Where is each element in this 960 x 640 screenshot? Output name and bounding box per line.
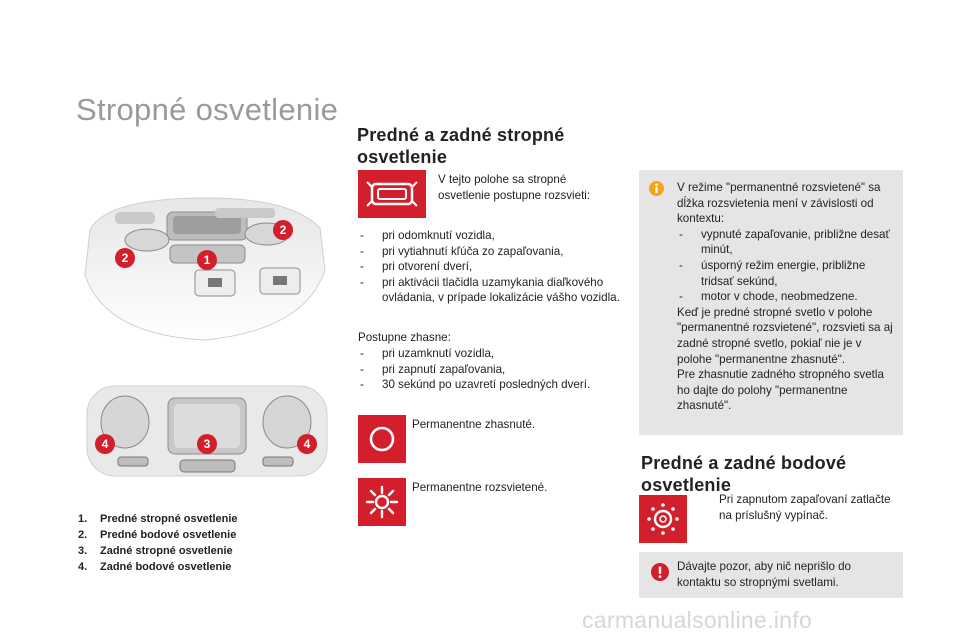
list-item: - pri odomknutí vozidla,	[358, 228, 626, 244]
spot-light-instruction: Pri zapnutom zapaľovaní zatlačte na príslušný vypínač.	[719, 493, 891, 522]
door-mode-text: V tejto polohe sa stropné osvetlenie postupne rozsvieti:	[438, 173, 591, 202]
on-conditions-list	[358, 228, 626, 306]
front-ceiling-illustration	[75, 190, 335, 350]
spot-light-icon-tile	[639, 495, 687, 543]
list-item: - 30 sekúnd po uzavretí posledných dverí.	[358, 377, 628, 393]
callout-badge-4-right: 4	[297, 434, 317, 454]
off-conditions-list	[358, 346, 628, 393]
spot-light-icon	[644, 500, 682, 538]
callout-badge-4-left: 4	[95, 434, 115, 454]
section-heading-ceiling-lights: Predné a zadné stropné osvetlenie	[357, 125, 565, 167]
on-mode-icon-tile	[358, 478, 406, 526]
warning-text: Dávajte pozor, aby nič neprišlo do kontaktu so stropnými svetlami.	[677, 560, 852, 589]
on-mode-label: Permanentne rozsvietené.	[412, 481, 548, 494]
legend-item: 1. Predné stropné osvetlenie	[78, 513, 238, 525]
list-item: - motor v chode, neobmedzene.	[677, 289, 899, 305]
legend-item: 2. Predné bodové osvetlenie	[78, 529, 237, 541]
circle-off-icon	[366, 423, 398, 455]
callout-badge-1: 1	[197, 250, 217, 270]
off-mode-icon-tile	[358, 415, 406, 463]
list-item: - pri zapnutí zapaľovania,	[358, 362, 628, 378]
warning-icon	[651, 563, 669, 581]
list-item: - vypnuté zapaľovanie, približne desať minút,	[677, 227, 899, 258]
off-heading: Postupne zhasne:	[358, 331, 451, 344]
info-box-text: V režime "permanentné rozsvietené" sa dĺžka rozsvietenia mení v závislosti od kontextu: - vypnuté zapaľovanie, približne desať minút, - úsporný režim energie, približne tridsať sekúnd, - motor v chode, neobmedzene. Keď je predné stropné svetlo v polohe "permanentné rozsvietené", rozsvieti sa aj zadné stropné svetlo, pokiaľ nie je v polohe "permanentne zhasnuté". Pre zhasnutie zadného stropného svetla ho dajte do polohy "permanentne zhasnuté".	[677, 180, 899, 414]
door-mode-icon	[364, 176, 420, 212]
off-mode-label: Permanentne zhasnuté.	[412, 418, 536, 431]
list-item: - pri uzamknutí vozidla,	[358, 346, 628, 362]
list-item: - pri aktivácii tlačidla uzamykania diaľkového ovládania, v prípade lokalizácie vášho vozidla.	[358, 275, 626, 306]
list-item: - pri otvorení dverí,	[358, 259, 626, 275]
callout-badge-2-right: 2	[273, 220, 293, 240]
door-mode-icon-tile	[358, 170, 426, 218]
info-box-list	[677, 227, 899, 305]
list-item: - pri vytiahnutí kľúča zo zapaľovania,	[358, 244, 626, 260]
rear-ceiling-illustration	[85, 380, 330, 480]
section-heading-spot-lights: Predné a zadné bodové osvetlenie	[641, 453, 847, 495]
page-title: Stropné osvetlenie	[76, 92, 339, 127]
legend-item: 4. Zadné bodové osvetlenie	[78, 561, 232, 573]
list-item: - úsporný režim energie, približne tridsať sekúnd,	[677, 258, 899, 289]
watermark: carmanualsonline.info	[582, 607, 813, 633]
legend-item: 3. Zadné stropné osvetlenie	[78, 545, 233, 557]
info-icon	[649, 181, 664, 196]
callout-badge-3: 3	[197, 434, 217, 454]
callout-badge-2-left: 2	[115, 248, 135, 268]
light-on-icon	[364, 484, 400, 520]
figure-legend	[78, 511, 238, 575]
